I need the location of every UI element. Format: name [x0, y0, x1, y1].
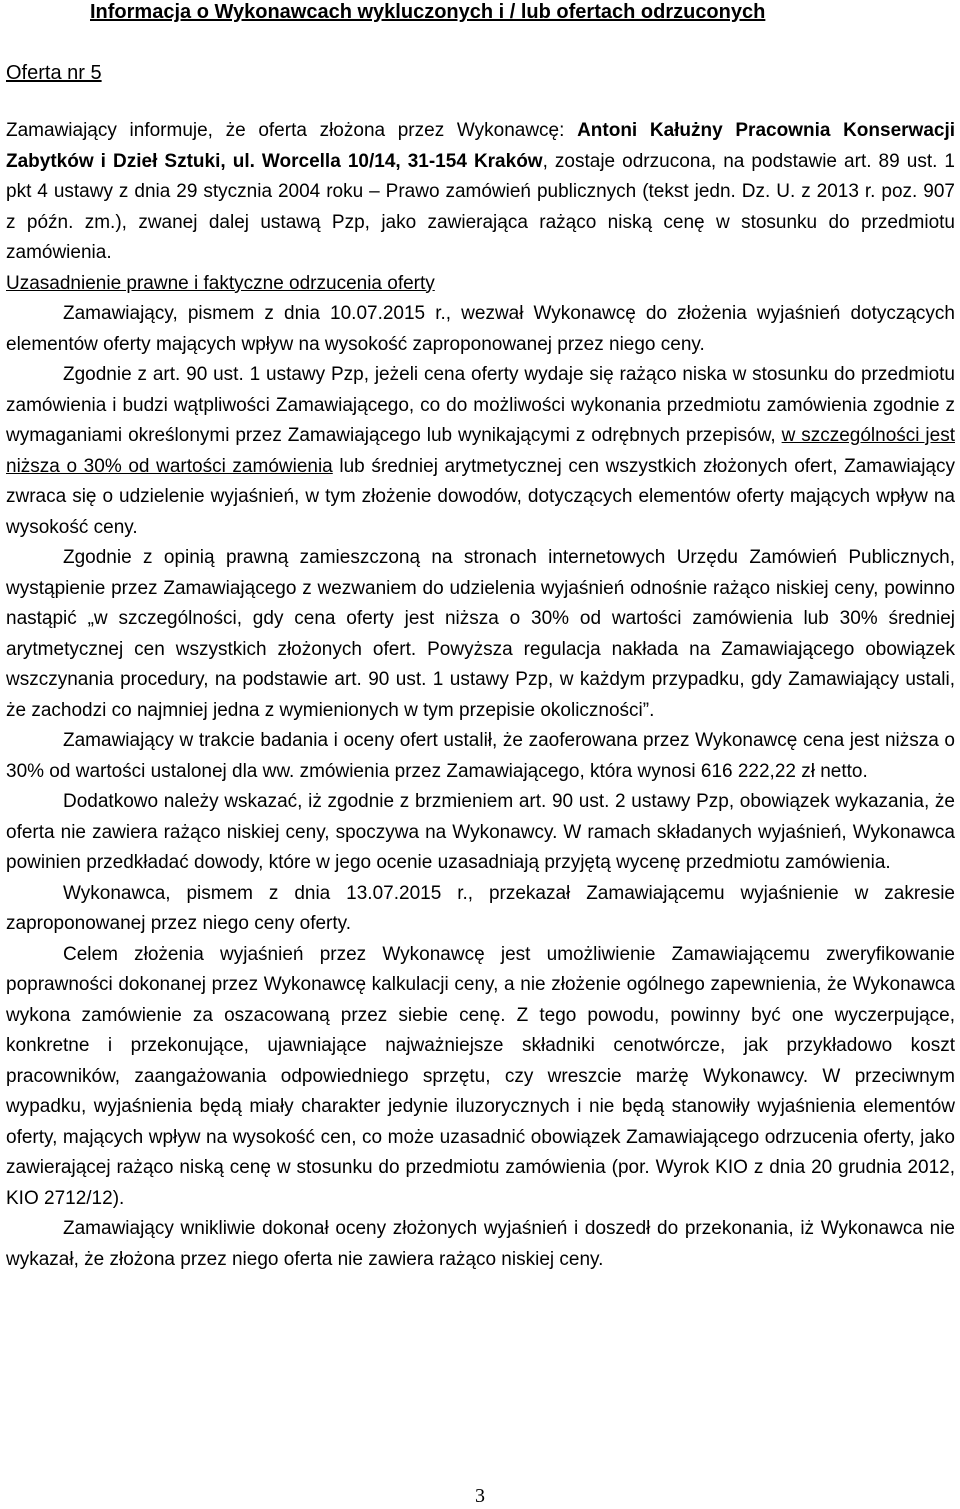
paragraph-legal-opinion: Zgodnie z opinią prawną zamieszczoną na stronach internetowych Urzędu Zamówień Publicznych, wystąpienie przez Zamawiającego z wezwaniem do udzielenia wyjaśnień odnośnie rażąco niskiej ceny, powinno nastąpić „w szczególności, gdy cena oferty jest niższa o 30% od wartości zamówienia lub 30% średniej arytmetycznej cen wszystkich złożonych ofert. Powyższa regulacja nakłada na Zamawiającego obowiązek wszczynania procedury, na podstawie art. 90 ust. 1 ustawy Pzp, w każdym przypadku, gdy Zamawiający ustali, że zachodzi co najmniej jedna z wymienionych w tym przepisie okoliczności”. [6, 547, 955, 721]
paragraph-summons: Zamawiający, pismem z dnia 10.07.2015 r., wezwał Wykonawcę do złożenia wyjaśnień dotyczących elementów oferty mających wpływ na wysokość zaproponowanej przez niego ceny. [6, 303, 955, 355]
paragraph-explanation-purpose: Celem złożenia wyjaśnień przez Wykonawcę jest umożliwienie Zamawiającemu zweryfikowanie poprawności dokonanej przez Wykonawcę kalkulacji ceny, a nie złożenie ogólnego zapewnienia, że Wykonawca wykona zamówienie za oszacowaną przez siebie cenę. Z tego powodu, powinny być one wyczerpujące, konkretne i przekonujące, ujawniające najważniejsze składniki cenotwórcze, jak przykładowo koszt pracowników, zaangażowania odpowiedniego sprzętu, czy wreszcie marżę Wykonawcy. W przeciwnym wypadku, wyjaśnienia będą miały charakter jedynie iluzorycznych i nie będą stanowiły wyjaśnienia elementów oferty, mających wpływ na wysokość cen, co może uzasadnić obowiązek Zamawiającego odrzucenia oferty, jako zawierającej rażąco niską cenę w stosunku do przedmiotu zamówienia (por. Wyrok KIO z dnia 20 grudnia 2012, KIO 2712/12). [6, 943, 955, 1209]
paragraph-text: , zostaje odrzucona, na podstawie art. 89 ust. 1 pkt 4 ustawy z dnia 29 stycznia 2004 roku – Prawo zamówień publicznych (tekst jedn. Dz. U. z 2013 r. poz. 907 z późn. zm.), zwanej dalej ustawą Pzp, jako zawierająca rażąco niską cenę w stosunku do przedmiotu zamówienia. [6, 150, 955, 263]
underlined-text: w szczególności jest niższa o 30% od wartości zamówienia [6, 425, 955, 477]
paragraph-text: Zamawiający informuje, że oferta złożona przez Wykonawcę: [6, 120, 578, 141]
section-heading: Uzasadnienie prawne i faktyczne odrzucenia oferty [6, 272, 435, 294]
paragraph-rejection-notice [6, 116, 955, 269]
page-number: 3 [475, 1485, 485, 1507]
paragraph-price-finding: Zamawiający w trakcie badania i oceny ofert ustalił, że zaoferowana przez Wykonawcę cena jest niższa o 30% od wartości ustalonej dla ww. zmówienia przez Zamawiającego, która wynosi 616 222,22 zł netto. [6, 730, 955, 782]
paragraph-text: Zgodnie z art. 90 ust. 1 ustawy Pzp, jeżeli cena oferty wydaje się rażąco niska w stosunku do przedmiotu zamówienia i budzi wątpliwości Zamawiającego, co do możliwości wykonania przedmiotu zamówienia zgodnie z wymaganiami określonymi przez Zamawiającego lub wynikającymi z odrębnych przepisów, [6, 364, 955, 446]
paragraph-conclusion: Zamawiający wnikliwie dokonał oceny złożonych wyjaśnień i doszedł do przekonania, iż Wykonawca nie wykazał, że złożona przez niego oferta nie zawiera rażąco niskiej ceny. [6, 1218, 955, 1270]
paragraph-contractor-reply: Wykonawca, pismem z dnia 13.07.2015 r., przekazał Zamawiającemu wyjaśnienie w zakresie zaproponowanej przez niego ceny oferty. [6, 882, 955, 934]
document-title: Informacja o Wykonawcach wykluczonych i / lub ofertach odrzuconych [90, 1, 766, 23]
offer-label: Oferta nr 5 [6, 62, 102, 84]
paragraph-burden-of-proof: Dodatkowo należy wskazać, iż zgodnie z brzmieniem art. 90 ust. 2 ustawy Pzp, obowiązek wykazania, że oferta nie zawiera rażąco niskiej ceny, spoczywa na Wykonawcy. W ramach składanych wyjaśnień, Wykonawca powinien przedkładać dowody, które w jego ocenie uzasadniają przyjętą wycenę przedmiotu zamówienia. [6, 791, 955, 873]
document-body [6, 116, 955, 1275]
paragraph-legal-basis [6, 360, 955, 543]
paragraph-text: lub średniej arytmetycznej cen wszystkich złożonych ofert, Zamawiający zwraca się o udzielenie wyjaśnień, w tym złożenie dowodów, dotyczących elementów oferty mających wpływ na wysokość ceny. [6, 455, 955, 538]
contractor-name: Antoni Kałużny Pracownia Konserwacji Zabytków i Dzieł Sztuki, ul. Worcella 10/14, 31-154 Kraków [6, 120, 956, 172]
